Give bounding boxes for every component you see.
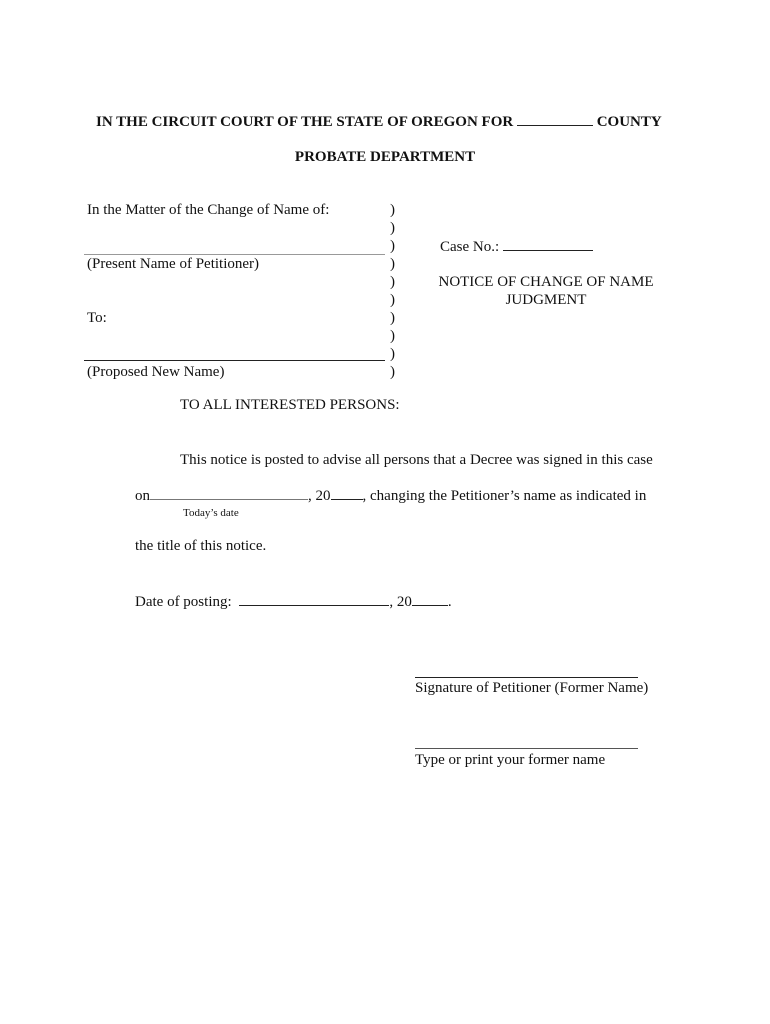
department-heading: PROBATE DEPARTMENT xyxy=(294,149,476,165)
caption-paren: ) xyxy=(390,274,395,290)
decree-year-blank[interactable] xyxy=(331,486,363,500)
posting-year-blank[interactable] xyxy=(412,592,448,606)
salutation: TO ALL INTERESTED PERSONS: xyxy=(180,397,400,413)
para-line2 xyxy=(135,486,646,505)
caption-paren: ) xyxy=(390,310,395,326)
todays-date-hint: Today’s date xyxy=(183,507,239,519)
present-name-label: (Present Name of Petitioner) xyxy=(87,256,260,272)
caption-paren: ) xyxy=(390,220,395,236)
signature-line[interactable] xyxy=(415,677,638,678)
court-title-suffix: COUNTY xyxy=(596,114,662,130)
date-of-posting xyxy=(135,592,452,611)
case-number xyxy=(440,237,593,256)
signature-label: Signature of Petitioner (Former Name) xyxy=(415,680,649,696)
caption-paren: ) xyxy=(390,328,395,344)
county-blank[interactable] xyxy=(517,112,593,126)
para-line1: This notice is posted to advise all persons that a Decree was signed in this case xyxy=(180,452,653,468)
print-name-line[interactable] xyxy=(415,748,638,749)
case-no-label: Case No.: xyxy=(440,239,500,255)
print-name-label: Type or print your former name xyxy=(415,752,606,768)
proposed-name-line[interactable] xyxy=(84,360,385,361)
posting-year-prefix: , 20 xyxy=(389,594,412,610)
caption-paren: ) xyxy=(390,292,395,308)
caption-paren: ) xyxy=(390,256,395,272)
para-line3: the title of this notice. xyxy=(135,538,267,554)
on-label: on xyxy=(135,488,150,504)
date-posting-label: Date of posting: xyxy=(135,594,232,610)
caption-paren: ) xyxy=(390,346,395,362)
case-no-blank[interactable] xyxy=(503,237,593,251)
matter-label: In the Matter of the Change of Name of: xyxy=(87,202,330,218)
court-title xyxy=(96,112,662,131)
decree-date-blank[interactable] xyxy=(150,486,308,500)
court-title-prefix: IN THE CIRCUIT COURT OF THE STATE OF OREGON FOR xyxy=(96,114,514,130)
para-line2-rest: , changing the Petitioner’s name as indicated in xyxy=(362,488,647,504)
caption-paren: ) xyxy=(390,238,395,254)
caption-paren: ) xyxy=(390,364,395,380)
posting-end: . xyxy=(447,594,452,610)
to-label: To: xyxy=(87,310,107,326)
caption-paren: ) xyxy=(390,202,395,218)
posting-date-blank[interactable] xyxy=(239,592,389,606)
proposed-name-label: (Proposed New Name) xyxy=(87,364,225,380)
year-prefix: , 20 xyxy=(308,488,331,504)
doc-title-line2: JUDGMENT xyxy=(505,292,587,308)
doc-title-line1: NOTICE OF CHANGE OF NAME xyxy=(438,274,654,290)
